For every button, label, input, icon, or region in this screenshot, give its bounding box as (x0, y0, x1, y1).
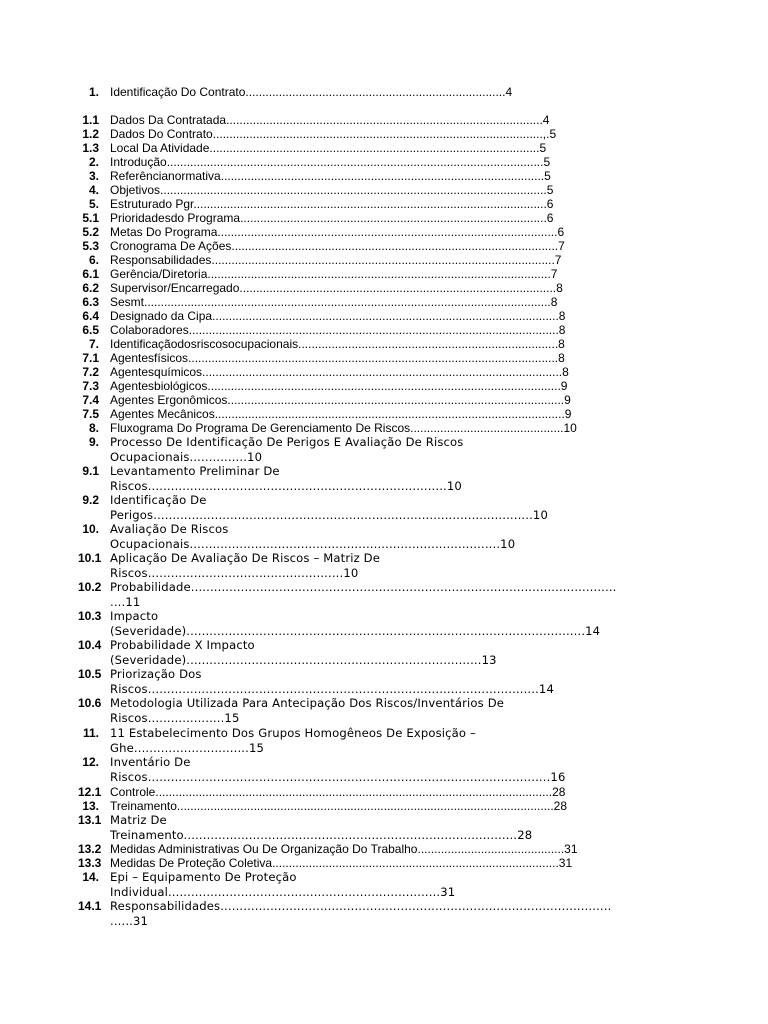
toc-entry[interactable] (78, 580, 617, 609)
toc-entry-title: Gerência/Diretoria.......................................................................................................7 (110, 267, 558, 281)
toc-entry-number: 6.2 (82, 281, 99, 295)
toc-entry[interactable] (78, 225, 564, 239)
toc-entry[interactable] (78, 169, 551, 183)
toc-entry-number: 9.2 (82, 493, 99, 507)
toc-entry[interactable] (78, 696, 504, 725)
toc-entry-title: Agentes Ergonômicos.....................................................................................................9 (110, 393, 571, 407)
toc-entry-number: 13.2 (78, 842, 102, 856)
toc-entry-number: 7.5 (82, 407, 99, 421)
toc-entry[interactable] (78, 785, 565, 799)
toc-entry-number: 10.5 (78, 667, 102, 681)
toc-entry-number: 3. (88, 169, 99, 183)
toc-entry-title: Cronograma De Ações..................................................................................................7 (110, 239, 565, 253)
toc-entry-title: Controle.......................................................................................................................28 (110, 785, 566, 799)
toc-entry[interactable] (78, 155, 550, 169)
toc-entry-title: Impacto (Severidade)........................................................................................................14 (110, 609, 601, 638)
toc-entry-number: 5.3 (82, 239, 99, 253)
toc-entry-number: 9. (88, 435, 99, 449)
toc-entry-title: Responsabilidades...................................................................................................... ......31 (110, 899, 612, 928)
toc-entry-number: 11. (82, 726, 99, 740)
toc-entry-title: Metodologia Utilizada Para Antecipação Dos Riscos/Inventários De Riscos....................15 (110, 696, 505, 725)
toc-entry-number: 13.3 (78, 856, 102, 870)
toc-entry-number: 5.1 (82, 211, 99, 225)
toc-entry[interactable] (78, 323, 565, 337)
toc-entry-number: 1.3 (82, 141, 99, 155)
toc-entry-number: 10. (82, 522, 99, 536)
toc-entry[interactable] (78, 522, 515, 551)
toc-entry-title: Dados Da Contratada...............................................................................................4 (110, 113, 550, 127)
toc-entry-title: Estruturado Pgr..........................................................................................................6 (110, 197, 554, 211)
toc-entry-number: 1. (88, 85, 99, 99)
toc-entry[interactable] (78, 609, 600, 638)
toc-entry-number: 14.1 (78, 899, 102, 913)
toc-entry-number: 12.1 (78, 785, 102, 799)
toc-entry[interactable] (78, 183, 553, 197)
toc-entry-title: Identificação Do Contrato..............................................................................4 (110, 85, 513, 99)
toc-entry-number: 10.6 (78, 696, 102, 710)
toc-entry[interactable] (78, 337, 565, 351)
toc-entry-title: Agentesbiológicos..........................................................................................................9 (110, 379, 568, 393)
toc-entry[interactable] (78, 464, 462, 493)
toc-entry-title: Priorização Dos Riscos......................................................................................................14 (110, 667, 554, 696)
toc-entry[interactable] (78, 899, 611, 928)
toc-entry-title: Sesmt..........................................................................................................................8 (110, 295, 558, 309)
toc-entry[interactable] (78, 197, 553, 211)
toc-entry[interactable] (78, 141, 546, 155)
toc-entry-number: 2. (88, 155, 99, 169)
toc-entry-number: 7.2 (82, 365, 99, 379)
toc-entry[interactable] (78, 309, 565, 323)
toc-entry-title: Aplicação De Avaliação De Riscos – Matriz De Riscos...................................................10 (110, 551, 381, 580)
toc-entry-number: 13.1 (78, 813, 102, 827)
toc-entry-number: 10.2 (78, 580, 102, 594)
toc-entry-title: Metas Do Programa......................................................................................................6 (110, 225, 565, 239)
toc-entry-number: 9.1 (82, 464, 99, 478)
toc-entry-number: 7.4 (82, 393, 99, 407)
toc-entry[interactable] (78, 493, 548, 522)
toc-entry[interactable] (78, 85, 512, 99)
toc-entry-number: 6.3 (82, 295, 99, 309)
toc-entry-number: 12. (82, 755, 99, 769)
toc-entry-title: Epi – Equipamento De Proteção Individual.......................................................................31 (110, 870, 456, 899)
toc-entry[interactable] (78, 726, 476, 755)
toc-entry-number: 1.1 (82, 113, 99, 127)
toc-entry[interactable] (78, 842, 578, 856)
toc-entry[interactable] (78, 281, 563, 295)
toc-entry-number: 6.5 (82, 323, 99, 337)
toc-entry[interactable] (78, 113, 549, 127)
toc-entry[interactable] (78, 813, 532, 842)
toc-entry-number: 8. (88, 421, 99, 435)
toc-entry-number: 5. (88, 197, 99, 211)
toc-entry-title: Probabilidade X Impacto (Severidade).............................................................................13 (110, 638, 497, 667)
toc-entry-number: 7.1 (82, 351, 99, 365)
toc-entry[interactable] (78, 379, 567, 393)
toc-entry-title: Treinamento.................................................................................................................28 (110, 799, 568, 813)
toc-entry-title: Medidas De Proteção Coletiva......................................................................................31 (110, 856, 573, 870)
toc-entry-number: 13. (82, 799, 99, 813)
toc-entry-number: 7.3 (82, 379, 99, 393)
toc-entry[interactable] (78, 127, 556, 141)
toc-entry[interactable] (78, 393, 571, 407)
toc-entry[interactable] (78, 435, 464, 464)
toc-entry[interactable] (78, 239, 565, 253)
toc-entry-title: Introdução.................................................................................................................5 (110, 155, 551, 169)
toc-entry-title: Local Da Atividade...................................................................................................5 (110, 141, 547, 155)
toc-entry-title: Referêncianormativa.................................................................................................5 (110, 169, 551, 183)
toc-entry-number: 10.4 (78, 638, 102, 652)
toc-entry[interactable] (78, 856, 572, 870)
toc-entry-number: 4. (88, 183, 99, 197)
toc-entry[interactable] (78, 295, 557, 309)
toc-entry-title: Avaliação De Riscos Ocupacionais.................................................................................10 (110, 522, 516, 551)
toc-entry-title: Dados Do Contrato...................................................................................................,.5 (110, 127, 557, 141)
toc-entry-number: 14. (82, 870, 99, 884)
toc-entry[interactable] (78, 551, 380, 580)
toc-entry[interactable] (78, 407, 571, 421)
toc-entry-number: 6. (88, 253, 99, 267)
toc-entry[interactable] (78, 351, 565, 365)
toc-entry-title: Supervisor/Encarregado...............................................................................................8 (110, 281, 563, 295)
toc-entry[interactable] (78, 253, 561, 267)
toc-entry-title: Inventário De Riscos.........................................................................................................16 (110, 755, 566, 784)
toc-entry[interactable] (78, 267, 557, 281)
toc-entry-title: Designado da Cipa........................................................................................................8 (110, 309, 566, 323)
toc-entry-title: Objetivos....................................................................................................................5 (110, 183, 554, 197)
toc-entry-title: Prioridadesdo Programa............................................................................................6 (110, 211, 554, 225)
toc-entry[interactable] (78, 365, 569, 379)
toc-entry-number: 1.2 (82, 127, 99, 141)
toc-entry-title: Agentesfísicos...............................................................................................................8 (110, 351, 565, 365)
toc-entry-number: 5.2 (82, 225, 99, 239)
toc-entry[interactable] (78, 870, 455, 899)
toc-entry-title: Identificaçãodosriscosocupacionais..............................................................................8 (110, 337, 565, 351)
toc-entry[interactable] (78, 421, 577, 435)
toc-entry[interactable] (78, 211, 553, 225)
toc-entry-number: 10.1 (78, 551, 102, 565)
toc-entry-title: Colaboradores...............................................................................................................8 (110, 323, 566, 337)
toc-entry-title: Responsabilidades.......................................................................................................7 (110, 253, 562, 267)
toc-entry-title: Fluxograma Do Programa De Gerenciamento De Riscos..............................................10 (110, 421, 577, 435)
toc-entry[interactable] (78, 667, 554, 696)
toc-entry-number: 7. (88, 337, 99, 351)
toc-entry-number: 6.4 (82, 309, 99, 323)
toc-entry-title: Agentesquímicos............................................................................................................8 (110, 365, 569, 379)
toc-entry-title: Matriz De Treinamento.......................................................................................28 (110, 813, 533, 842)
toc-entry-number: 10.3 (78, 609, 102, 623)
toc-entry-title: Probabilidade............................................................................................................... ....11 (110, 580, 617, 609)
toc-entry-title: Agentes Mecânicos.........................................................................................................9 (110, 407, 572, 421)
toc-entry-title: Medidas Administrativas Ou De Organização Do Trabalho............................................31 (110, 842, 578, 856)
toc-entry-title: 11 Estabelecimento Dos Grupos Homogêneos De Exposição – Ghe..............................15 (110, 726, 476, 755)
toc-entry-title: Levantamento Preliminar De Riscos..............................................................................10 (110, 464, 462, 493)
toc-entry[interactable] (78, 638, 497, 667)
toc-entry[interactable] (78, 799, 567, 813)
toc-entry-number: 6.1 (82, 267, 99, 281)
toc-entry-title: Processo De Identificação De Perigos E Avaliação De Riscos Ocupacionais...............10 (110, 435, 464, 464)
toc-entry-title: Identificação De Perigos...................................................................................................10 (110, 493, 548, 522)
toc-entry[interactable] (78, 755, 566, 784)
